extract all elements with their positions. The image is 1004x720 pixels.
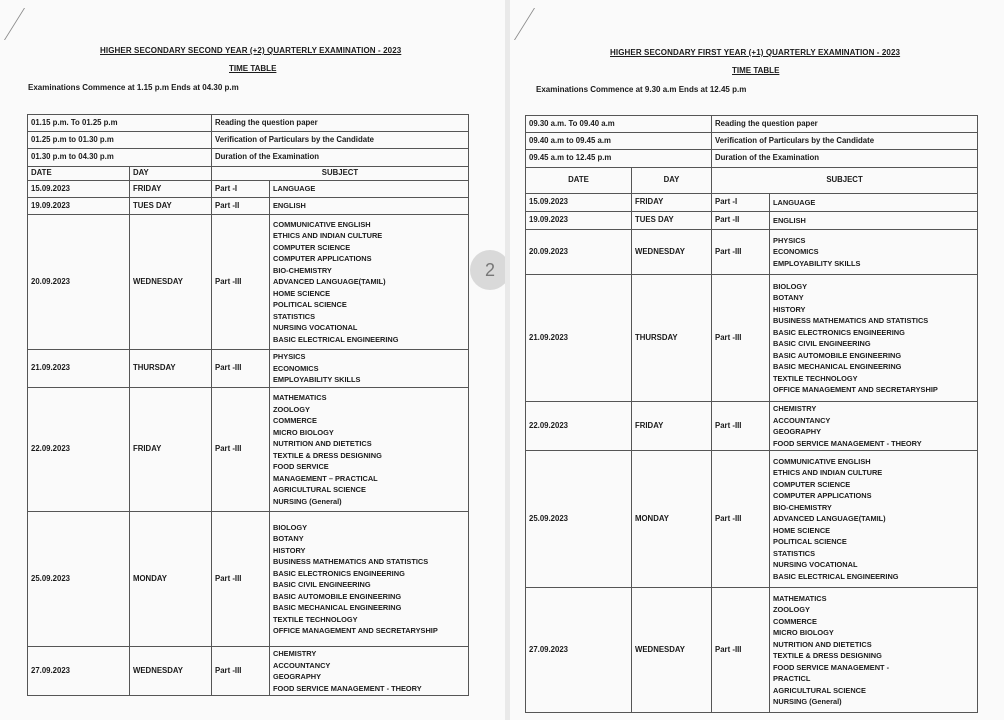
subject-name: COMMERCE (773, 616, 817, 626)
schedule-row (526, 451, 978, 588)
exam-title: HIGHER SECONDARY FIRST YEAR (+1) QUARTERLY EXAMINATION - 2023 (610, 48, 901, 57)
exam-date: 20.09.2023 (526, 230, 632, 275)
subject-name: BIOLOGY (773, 281, 808, 291)
exam-day: MONDAY (632, 451, 712, 588)
table-header-row (526, 168, 978, 194)
subject-name: AGRICULTURAL SCIENCE (273, 485, 366, 494)
subject-name: FOOD SERVICE MANAGEMENT - (773, 662, 890, 672)
subject-name: BASIC CIVIL ENGINEERING (273, 580, 371, 589)
exam-part: Part -III (212, 350, 270, 388)
exam-part: Part -II (212, 198, 270, 215)
subject-name: GEOGRAPHY (773, 427, 822, 436)
page-number-badge: 2 (470, 250, 505, 290)
timing-time: 09.40 a.m to 09.45 a.m (526, 133, 712, 150)
subject-cell (770, 402, 978, 451)
exam-date: 15.09.2023 (526, 194, 632, 212)
subject-name: BOTANY (773, 293, 804, 302)
subject-name: HOME SCIENCE (773, 525, 831, 535)
schedule-row (526, 402, 978, 451)
subject-name: GEOGRAPHY (273, 672, 322, 681)
subject-name: EMPLOYABILITY SKILLS (773, 258, 861, 268)
commence-note: Examinations Commence at 1.15 p.m Ends at 04.30 p.m (28, 83, 239, 92)
exam-date: 25.09.2023 (526, 451, 632, 588)
exam-part: Part -I (212, 181, 270, 198)
subject-cell (270, 388, 469, 512)
subject-name: ZOOLOGY (273, 404, 310, 414)
timetable-label: TIME TABLE (732, 66, 780, 75)
exam-day: WEDNESDAY (130, 647, 212, 696)
schedule-row (28, 647, 469, 696)
timing-activity: Reading the question paper (212, 115, 469, 132)
day-header: DAY (632, 168, 712, 194)
schedule-rows (28, 181, 469, 696)
subject-name: HOME SCIENCE (273, 288, 331, 298)
exam-date: 25.09.2023 (28, 512, 130, 647)
subject-name: BASIC AUTOMOBILE ENGINEERING (273, 591, 402, 601)
exam-date: 21.09.2023 (28, 350, 130, 388)
timing-activity: Verification of Particulars by the Candidate (212, 132, 469, 149)
exam-title: HIGHER SECONDARY SECOND YEAR (+2) QUARTERLY EXAMINATION - 2023 (100, 46, 402, 55)
exam-day: THURSDAY (130, 350, 212, 388)
subject-name: ZOOLOGY (773, 605, 810, 614)
exam-part: Part -III (712, 588, 770, 713)
subject-cell (270, 350, 469, 388)
subject-name: FOOD SERVICE MANAGEMENT - THEORY (773, 438, 922, 448)
subject-name: BIO-CHEMISTRY (773, 502, 832, 512)
subject-cell (270, 198, 469, 215)
subject-name: MANAGEMENT – PRACTICAL (273, 473, 378, 483)
subject-name: ENGLISH (773, 215, 806, 225)
exam-part: Part -III (212, 512, 270, 647)
subject-cell (770, 194, 978, 212)
subject-name: COMPUTER SCIENCE (773, 479, 851, 489)
subject-cell (770, 588, 978, 713)
exam-day: FRIDAY (632, 194, 712, 212)
subject-name: BIOLOGY (273, 522, 308, 532)
subject-name: COMPUTER APPLICATIONS (773, 491, 872, 501)
date-header: DATE (526, 168, 632, 194)
subject-cell (270, 512, 469, 647)
schedule-rows (526, 194, 978, 713)
timing-time: 01.15 p.m. To 01.25 p.m (28, 115, 212, 132)
timing-row (28, 132, 469, 149)
timing-rows (526, 116, 978, 194)
timetable-table (525, 115, 978, 713)
timing-row (526, 150, 978, 168)
exam-part: Part -III (712, 230, 770, 275)
exam-part: Part -III (712, 275, 770, 402)
timing-row (526, 133, 978, 150)
subject-name: TEXTILE & DRESS DESIGNING (773, 651, 882, 660)
exam-day: TUES DAY (130, 198, 212, 215)
day-header: DAY (130, 167, 212, 181)
timing-activity: Duration of the Examination (712, 150, 978, 168)
subject-cell (770, 230, 978, 275)
timing-time: 01.25 p.m to 01.30 p.m (28, 132, 212, 149)
exam-part: Part -III (712, 402, 770, 451)
subject-name: ECONOMICS (773, 247, 819, 257)
subject-name: FOOD SERVICE MANAGEMENT - THEORY (273, 683, 422, 693)
table-header-row (28, 167, 469, 181)
subject-name: COMMERCE (273, 416, 317, 425)
exam-day: TUES DAY (632, 212, 712, 230)
subject-name: COMPUTER SCIENCE (273, 242, 351, 252)
schedule-row (28, 198, 469, 215)
subject-name: POLITICAL SCIENCE (773, 537, 847, 547)
timing-time: 09.45 a.m to 12.45 p.m (526, 150, 712, 168)
exam-part: Part -III (212, 388, 270, 512)
exam-date: 19.09.2023 (28, 198, 130, 215)
subject-name: BASIC AUTOMOBILE ENGINEERING (773, 350, 902, 360)
exam-part: Part -III (712, 451, 770, 588)
subject-cell (270, 647, 469, 696)
subject-name: BASIC CIVIL ENGINEERING (773, 339, 871, 348)
subject-name: BUSINESS MATHEMATICS AND STATISTICS (273, 557, 429, 566)
subject-name: ETHICS AND INDIAN CULTURE (773, 468, 883, 478)
right-page-plus-one-timetable (510, 0, 1004, 720)
schedule-row (28, 215, 469, 350)
subject-name: BASIC MECHANICAL ENGINEERING (773, 362, 902, 371)
subject-cell (770, 212, 978, 230)
subject-name: BASIC ELECTRONICS ENGINEERING (773, 327, 905, 337)
subject-name: ADVANCED LANGUAGE(TAMIL) (273, 277, 386, 287)
subject-name: MICRO BIOLOGY (773, 628, 834, 637)
timing-rows (28, 115, 469, 181)
subject-name: AGRICULTURAL SCIENCE (773, 685, 866, 695)
subject-name: ADVANCED LANGUAGE(TAMIL) (773, 514, 886, 524)
subject-name: BIO-CHEMISTRY (273, 265, 332, 275)
exam-date: 21.09.2023 (526, 275, 632, 402)
subject-name: MATHEMATICS (273, 393, 327, 402)
subject-name: HISTORY (773, 304, 806, 314)
exam-day: THURSDAY (632, 275, 712, 402)
schedule-row (28, 350, 469, 388)
subject-name: BOTANY (273, 534, 304, 543)
timing-activity: Duration of the Examination (212, 149, 469, 167)
subject-name: COMMUNICATIVE ENGLISH (273, 219, 371, 229)
timing-time: 09.30 a.m. To 09.40 a.m (526, 116, 712, 133)
schedule-row (526, 275, 978, 402)
subject-name: NURSING (General) (773, 697, 842, 706)
subject-name: BASIC ELECTRONICS ENGINEERING (273, 568, 405, 578)
subject-name: PHYSICS (773, 235, 806, 245)
timing-row (28, 115, 469, 132)
subject-name: CHEMISTRY (773, 404, 817, 413)
subject-name: POLITICAL SCIENCE (273, 300, 347, 310)
subject-name: TEXTILE & DRESS DESIGNING (273, 450, 382, 460)
subject-name: COMPUTER APPLICATIONS (273, 254, 372, 264)
exam-date: 27.09.2023 (526, 588, 632, 713)
exam-day: FRIDAY (130, 388, 212, 512)
exam-date: 19.09.2023 (526, 212, 632, 230)
subject-name: BASIC ELECTRICAL ENGINEERING (273, 334, 399, 344)
exam-date: 27.09.2023 (28, 647, 130, 696)
subject-name: STATISTICS (773, 548, 816, 558)
timetable-table (27, 114, 469, 696)
subject-cell (270, 181, 469, 198)
subject-name: PRACTICL (773, 674, 811, 683)
exam-part: Part -II (712, 212, 770, 230)
subject-name: HISTORY (273, 545, 306, 555)
subject-name: STATISTICS (273, 311, 316, 321)
subject-name: MICRO BIOLOGY (273, 427, 334, 437)
subject-name: TEXTILE TECHNOLOGY (773, 373, 858, 383)
schedule-row (526, 212, 978, 230)
exam-day: WEDNESDAY (130, 215, 212, 350)
subject-name: NUTRITION AND DIETETICS (273, 439, 372, 448)
exam-day: MONDAY (130, 512, 212, 647)
subject-name: CHEMISTRY (273, 649, 317, 658)
subject-name: LANGUAGE (773, 197, 816, 207)
commence-note: Examinations Commence at 9.30 a.m Ends at 12.45 p.m (536, 85, 747, 94)
subject-name: ACCOUNTANCY (273, 660, 331, 670)
subject-name: ENGLISH (273, 201, 306, 211)
schedule-row (28, 388, 469, 512)
subject-name: LANGUAGE (273, 184, 316, 194)
subject-name: ECONOMICS (273, 363, 319, 373)
schedule-row (28, 181, 469, 198)
schedule-row (526, 194, 978, 212)
date-header: DATE (28, 167, 130, 181)
subject-name: ETHICS AND INDIAN CULTURE (273, 231, 383, 241)
schedule-row (526, 588, 978, 713)
timing-row (28, 149, 469, 167)
subject-name: BASIC MECHANICAL ENGINEERING (273, 603, 402, 612)
subject-name: FOOD SERVICE (273, 462, 329, 471)
page-fold-mark (4, 8, 45, 40)
timing-time: 01.30 p.m to 04.30 p.m (28, 149, 212, 167)
subject-name: TEXTILE TECHNOLOGY (273, 614, 358, 624)
subject-cell (770, 451, 978, 588)
exam-date: 22.09.2023 (526, 402, 632, 451)
subject-name: BUSINESS MATHEMATICS AND STATISTICS (773, 316, 929, 325)
subject-name: MATHEMATICS (773, 593, 827, 603)
schedule-row (28, 512, 469, 647)
exam-day: WEDNESDAY (632, 230, 712, 275)
subject-name: NURSING VOCATIONAL (773, 560, 858, 570)
exam-date: 15.09.2023 (28, 181, 130, 198)
exam-part: Part -III (212, 215, 270, 350)
subject-cell (770, 275, 978, 402)
subject-name: ACCOUNTANCY (773, 415, 831, 425)
timing-activity: Reading the question paper (712, 116, 978, 133)
subject-name: NURSING VOCATIONAL (273, 323, 358, 333)
exam-part: Part -I (712, 194, 770, 212)
exam-day: FRIDAY (130, 181, 212, 198)
exam-day: WEDNESDAY (632, 588, 712, 713)
subject-header: SUBJECT (212, 167, 469, 181)
subject-name: PHYSICS (273, 352, 306, 362)
exam-day: FRIDAY (632, 402, 712, 451)
subject-name: COMMUNICATIVE ENGLISH (773, 456, 871, 466)
subject-name: NUTRITION AND DIETETICS (773, 639, 872, 649)
subject-name: OFFICE MANAGEMENT AND SECRETARYSHIP (773, 385, 938, 394)
page-fold-mark (514, 8, 555, 40)
exam-date: 20.09.2023 (28, 215, 130, 350)
timing-row (526, 116, 978, 133)
timetable-label: TIME TABLE (229, 64, 277, 73)
schedule-row (526, 230, 978, 275)
subject-name: OFFICE MANAGEMENT AND SECRETARYSHIP (273, 626, 438, 635)
exam-part: Part -III (212, 647, 270, 696)
subject-header: SUBJECT (712, 168, 978, 194)
subject-name: BASIC ELECTRICAL ENGINEERING (773, 571, 899, 581)
subject-name: EMPLOYABILITY SKILLS (273, 375, 361, 385)
subject-cell (270, 215, 469, 350)
timing-activity: Verification of Particulars by the Candidate (712, 133, 978, 150)
subject-name: NURSING (General) (273, 496, 342, 506)
exam-date: 22.09.2023 (28, 388, 130, 512)
